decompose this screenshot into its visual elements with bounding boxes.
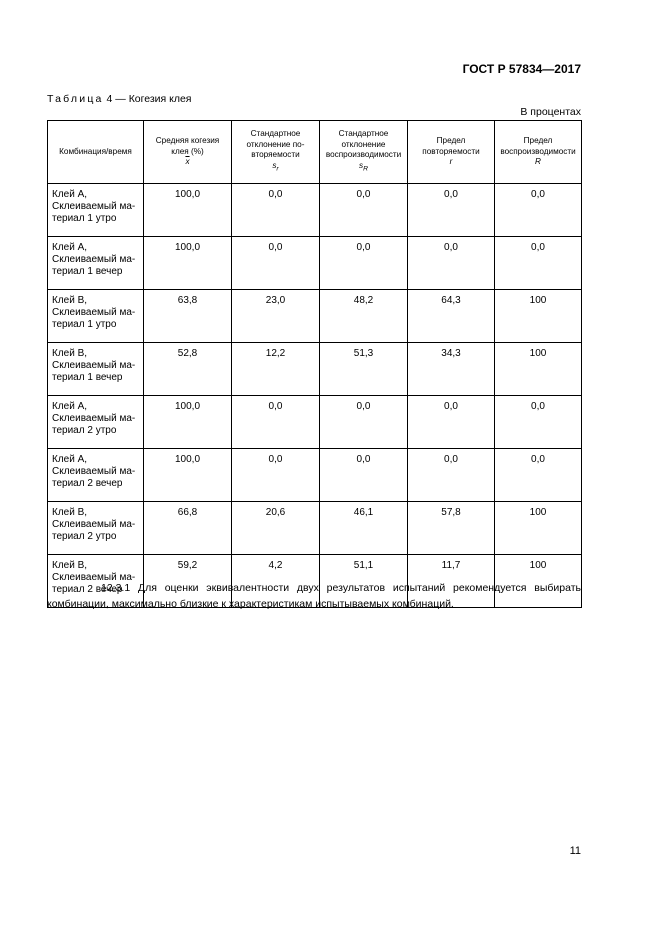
cell-sR: 48,2 [320, 290, 408, 343]
column-header-label: Стандартное отклонение повторяемости [246, 129, 305, 160]
column-header-label: Стандартное отклонение воспроизводимости [325, 129, 402, 160]
cell-sr: 0,0 [232, 449, 320, 502]
cell-sR: 0,0 [320, 396, 408, 449]
column-header-label: Средняя когезия клея (%) [155, 136, 220, 156]
cell-R: 0,0 [495, 237, 582, 290]
cell-combination: Клей А, Склеиваемый материал 1 утро [48, 184, 144, 237]
column-header-symbol: $s_R$ [358, 160, 369, 173]
table-caption-number: 4 [106, 93, 113, 105]
column-header-symbol: r [449, 157, 453, 167]
table-caption-name: Когезия клея [128, 93, 192, 105]
cell-mean: 100,0 [144, 237, 232, 290]
cell-r: 57,8 [408, 502, 495, 555]
cell-r: 0,0 [408, 396, 495, 449]
note-paragraph: 12.3.1 Для оценки эквивалентности двух результатов испытаний рекомендуется выбирать комбинации, максимально близкие к характеристикам испытываемых комбинаций. [47, 582, 581, 610]
cell-R: 100 [495, 555, 582, 608]
table-row [48, 449, 582, 502]
table-caption [47, 93, 192, 105]
cell-sR: 51,3 [320, 343, 408, 396]
cell-sr: 23,0 [232, 290, 320, 343]
column-header [495, 121, 582, 184]
cell-combination: Клей А, Склеиваемый материал 2 утро [48, 396, 144, 449]
column-header-label: Предел повторяемости [422, 136, 480, 156]
cell-R: 0,0 [495, 396, 582, 449]
page-number: 11 [569, 845, 581, 857]
column-header [144, 121, 232, 184]
units-label: В процентах [520, 106, 581, 118]
table-header-row [48, 121, 582, 184]
cell-r: 64,3 [408, 290, 495, 343]
cell-r: 0,0 [408, 449, 495, 502]
column-header-label: Предел воспроизводимости [500, 136, 576, 156]
cell-r: 0,0 [408, 184, 495, 237]
cell-sR: 0,0 [320, 449, 408, 502]
cell-sR: 0,0 [320, 237, 408, 290]
cell-R: 100 [495, 502, 582, 555]
table-row [48, 290, 582, 343]
cell-R: 0,0 [495, 184, 582, 237]
cell-r: 34,3 [408, 343, 495, 396]
cell-sr: 4,2 [232, 555, 320, 608]
table-row [48, 396, 582, 449]
table-row [48, 237, 582, 290]
column-header-label: Комбинация/время [59, 146, 132, 156]
table-caption-sep: — [112, 93, 129, 105]
cell-R: 0,0 [495, 449, 582, 502]
column-header [48, 121, 144, 184]
column-header-symbol: R [535, 157, 541, 167]
cohesion-table [47, 120, 582, 608]
cell-mean: 59,2 [144, 555, 232, 608]
column-header-symbol: $\overline{x}$ [185, 157, 190, 167]
cell-r: 11,7 [408, 555, 495, 608]
document-code: ГОСТ Р 57834—2017 [462, 62, 581, 76]
cell-mean: 100,0 [144, 449, 232, 502]
cell-combination: Клей В, Склеиваемый материал 2 утро [48, 502, 144, 555]
cell-combination: Клей В, Склеиваемый материал 2 вечер [48, 555, 144, 608]
symbol-subscript: r [276, 165, 279, 173]
cell-R: 100 [495, 343, 582, 396]
cell-sR: 0,0 [320, 184, 408, 237]
cell-mean: 100,0 [144, 396, 232, 449]
column-header [320, 121, 408, 184]
cell-mean: 52,8 [144, 343, 232, 396]
cell-mean: 66,8 [144, 502, 232, 555]
cell-sr: 0,0 [232, 237, 320, 290]
table-row [48, 502, 582, 555]
cell-sR: 46,1 [320, 502, 408, 555]
cell-sR: 51,1 [320, 555, 408, 608]
column-header-symbol: $s_r$ [272, 160, 279, 173]
cell-combination: Клей А, Склеиваемый материал 2 вечер [48, 449, 144, 502]
table-row [48, 184, 582, 237]
cell-combination: Клей В, Склеиваемый материал 1 утро [48, 290, 144, 343]
column-header [232, 121, 320, 184]
cell-combination: Клей В, Склеиваемый материал 1 вечер [48, 343, 144, 396]
cell-sr: 12,2 [232, 343, 320, 396]
cell-r: 0,0 [408, 237, 495, 290]
column-header [408, 121, 495, 184]
cell-mean: 63,8 [144, 290, 232, 343]
table-row [48, 343, 582, 396]
cell-sr: 0,0 [232, 396, 320, 449]
cell-R: 100 [495, 290, 582, 343]
cell-combination: Клей А, Склеиваемый материал 1 вечер [48, 237, 144, 290]
cell-mean: 100,0 [144, 184, 232, 237]
table-caption-prefix: Таблица [47, 93, 104, 105]
symbol-subscript: R [363, 165, 369, 173]
cell-sr: 0,0 [232, 184, 320, 237]
cell-sr: 20,6 [232, 502, 320, 555]
